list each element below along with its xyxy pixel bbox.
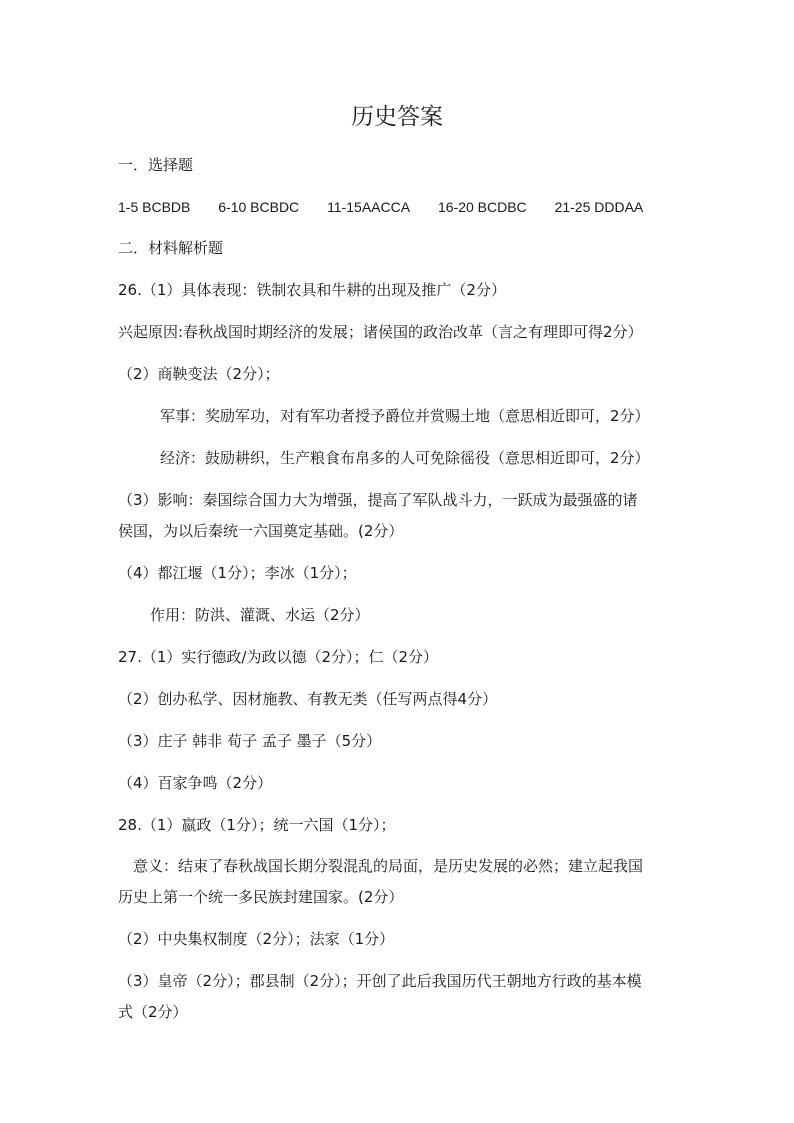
answer-group: 11-15AACCA (327, 199, 411, 215)
answer-line: 军事：奖励军功，对有军功者授予爵位并赏赐土地（意思相近即可，2分） (160, 407, 650, 425)
answer-line: 兴起原因:春秋战国时期经济的发展；诸侯国的政治改革（言之有理即可得2分） (118, 323, 643, 341)
answer-line: 侯国，为以后秦统一六国奠定基础。(2分） (118, 522, 404, 540)
page-title: 历史答案 (351, 104, 443, 130)
section-heading-choice: 一．选择题 (118, 156, 194, 174)
answer-line: 意义：结束了春秋战国长期分裂混乱的局面，是历史发展的必然；建立起我国 (133, 857, 644, 875)
answer-line: 作用：防洪、灌溉、水运（2分） (150, 606, 370, 624)
answer-line: 28.（1）嬴政（1分）；统一六国（1分）； (118, 816, 396, 834)
answer-line: （2）创办私学、因材施教、有教无类（任写两点得4分） (118, 690, 498, 708)
answer-line: （2）中央集权制度（2分）；法家（1分） (118, 930, 395, 948)
answer-group: 21-25 DDDAA (554, 199, 644, 215)
answer-line: 27.（1）实行德政/为政以德（2分）；仁（2分） (118, 648, 439, 666)
answer-group: 1-5 BCBDB (118, 199, 191, 215)
answer-group: 6-10 BCBDC (218, 199, 300, 215)
section-heading-analysis: 二．材料解析题 (118, 239, 224, 257)
answer-line: （3）影响：秦国综合国力大为增强，提高了军队战斗力，一跃成为最强盛的诸 (118, 491, 638, 509)
answer-line: （3）皇帝（2分）；郡县制（2分）；开创了此后我国历代王朝地方行政的基本模 (118, 972, 642, 990)
answer-line: （4）百家争鸣（2分） (118, 774, 273, 792)
answer-line: 历史上第一个统一多民族封建国家。(2分） (118, 888, 404, 906)
answer-line: （4）都江堰（1分）；李冰（1分）； (118, 564, 357, 582)
answer-line: 26.（1）具体表现：铁制农具和牛耕的出现及推广（2分） (118, 281, 506, 299)
answer-line: （2）商鞅变法（2分）； (118, 365, 280, 383)
answer-line: （3）庄子 韩非 荀子 孟子 墨子（5分） (118, 732, 382, 750)
answer-group: 16-20 BCDBC (437, 199, 527, 215)
answer-line: 经济：鼓励耕织，生产粮食布帛多的人可免除徭役（意思相近即可，2分） (160, 449, 650, 467)
answer-line: 式（2分） (118, 1003, 188, 1021)
choice-answers-row (118, 196, 643, 218)
